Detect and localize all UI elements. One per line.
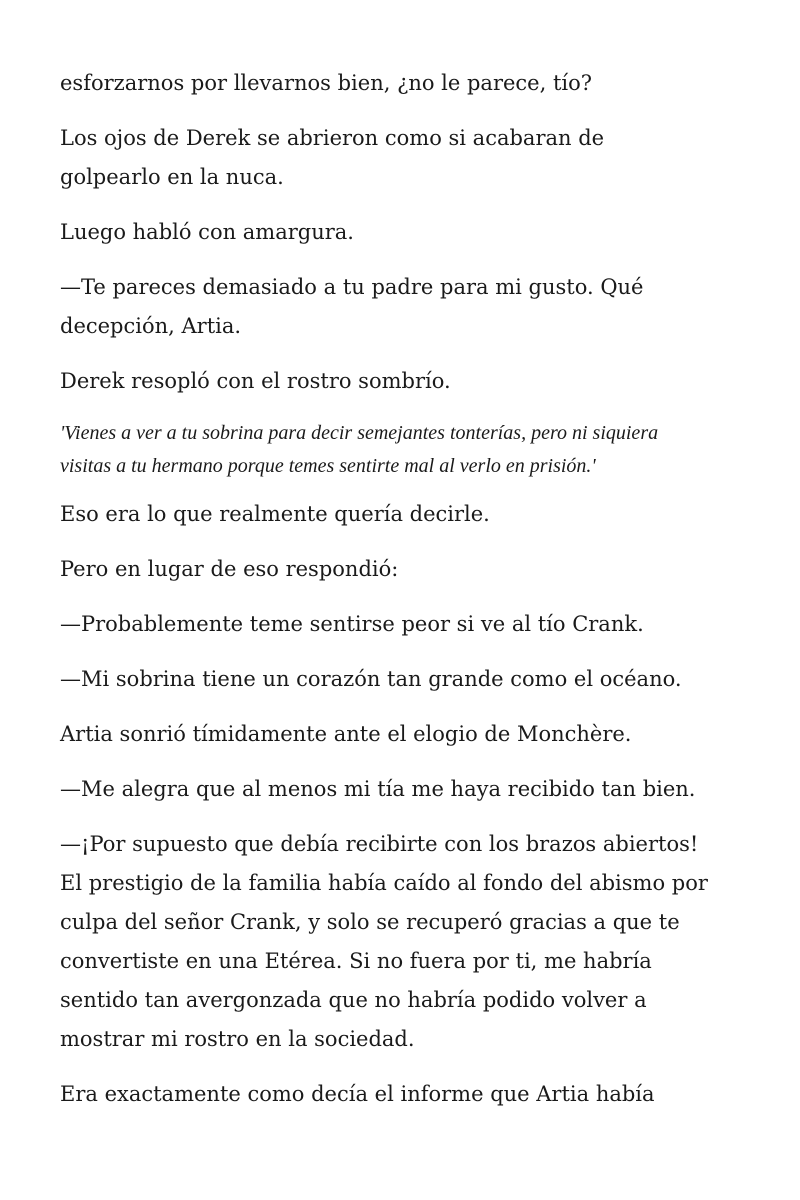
text-line: mostrar mi rostro en la sociedad. (60, 1027, 415, 1051)
text-line: Pero en lugar de eso respondió: (60, 557, 399, 581)
dialogue-paragraph (60, 825, 760, 1059)
text-line: —Me alegra que al menos mi tía me haya recibido tan bien. (60, 777, 696, 801)
text-line: Era exactamente como decía el informe que Artia había (60, 1082, 655, 1106)
text-line: Los ojos de Derek se abrieron como si acabaran de (60, 126, 605, 150)
paragraph (60, 362, 760, 401)
text-line: El prestigio de la familia había caído al fondo del abismo por (60, 871, 708, 895)
text-line: 'Vienes a ver a tu sobrina para decir semejantes tonterías, pero ni siquiera (60, 422, 659, 444)
dialogue-paragraph (60, 660, 760, 699)
text-line: decepción, Artia. (60, 314, 242, 338)
text-line: —Te pareces demasiado a tu padre para mi gusto. Qué (60, 275, 644, 299)
dialogue-paragraph (60, 268, 760, 346)
text-line: Luego habló con amargura. (60, 220, 354, 244)
dialogue-paragraph (60, 770, 760, 809)
paragraph (60, 550, 760, 589)
text-line: —¡Por supuesto que debía recibirte con los brazos abiertos! (60, 832, 699, 856)
text-line: Eso era lo que realmente quería decirle. (60, 502, 490, 526)
text-line: golpearlo en la nuca. (60, 165, 284, 189)
text-line: sentido tan avergonzada que no habría podido volver a (60, 988, 647, 1012)
text-line: culpa del señor Crank, y solo se recuperó gracias a que te (60, 910, 680, 934)
paragraph (60, 715, 760, 754)
paragraph (60, 213, 760, 252)
text-line: Derek resopló con el rostro sombrío. (60, 369, 451, 393)
paragraph (60, 64, 760, 103)
paragraph (60, 495, 760, 534)
dialogue-paragraph (60, 605, 760, 644)
text-line: esforzarnos por llevarnos bien, ¿no le parece, tío? (60, 71, 593, 95)
text-line: —Probablemente teme sentirse peor si ve al tío Crank. (60, 612, 644, 636)
text-line: Artia sonrió tímidamente ante el elogio de Monchère. (60, 722, 632, 746)
text-line: visitas a tu hermano porque temes sentirte mal al verlo en prisión.' (60, 455, 596, 477)
inner-thought-paragraph (60, 417, 760, 483)
book-page (60, 64, 760, 1130)
paragraph (60, 119, 760, 197)
text-line: convertiste en una Etérea. Si no fuera por ti, me habría (60, 949, 652, 973)
text-line: —Mi sobrina tiene un corazón tan grande como el océano. (60, 667, 682, 691)
paragraph (60, 1075, 760, 1114)
